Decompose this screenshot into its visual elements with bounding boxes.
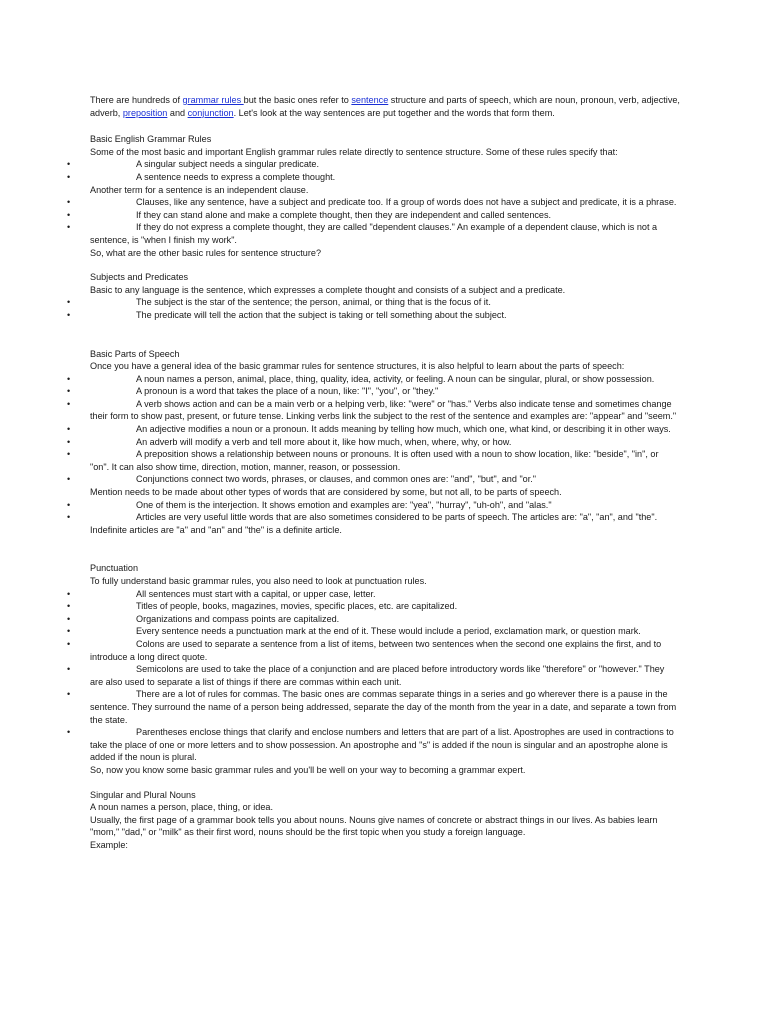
bullet-icon: • xyxy=(67,499,71,510)
section-heading: Singular and Plural Nouns xyxy=(90,789,196,800)
bullet-icon: • xyxy=(67,398,71,409)
bullet-icon: • xyxy=(67,664,71,675)
list-item: • The predicate will tell the action that the subject is taking or tell something about the subject. xyxy=(67,309,507,320)
link-grammar-rules[interactable]: grammar rules xyxy=(182,95,244,105)
bullet-icon: • xyxy=(67,159,71,170)
bullet-icon: • xyxy=(67,474,71,485)
list-item: • An adverb will modify a verb and tell more about it, like how much, when, where, why, or how. xyxy=(67,436,512,447)
list-item: • A sentence needs to express a complete thought. xyxy=(67,171,336,182)
document-body xyxy=(67,94,680,851)
list-item: • Conjunctions connect two words, phrases, or clauses, and common ones are: "and", "but", and "or." xyxy=(67,474,537,485)
paragraph: Another term for a sentence is an independent clause. xyxy=(90,184,309,195)
bullet-icon: • xyxy=(67,297,71,308)
link-preposition[interactable]: preposition xyxy=(122,107,168,118)
bullet-icon: • xyxy=(67,197,71,208)
list-item: • All sentences must start with a capital, or upper case, letter. xyxy=(67,588,376,599)
list-item: • A preposition shows a relationship between nouns or pronouns. It is often used with a noun to show location, like: "beside", "in", or "on". It can also show time, direction, motion, manner, reason, or possession. xyxy=(67,449,659,472)
list-item: • If they do not express a complete thought, they are called "dependent clauses." An example of a dependent clause, which is not a sentence, is "when I finish my work". xyxy=(67,222,658,245)
list-item: • Articles are very useful little words that are also sometimes considered to be parts of speech. The articles are: "a", "an", and "the". Indefinite articles are "a" and "an" and "the" is a definite article. xyxy=(67,512,658,535)
link-conjunction[interactable]: conjunction xyxy=(187,107,234,118)
section-heading: Basic English Grammar Rules xyxy=(90,134,212,145)
paragraph: Usually, the first page of a grammar book tells you about nouns. Nouns give names of concrete or abstract things in our lives. As babies learn "mom," "dad," or "milk" as their first word, nouns should be the first topic when you study a foreign language. xyxy=(90,814,658,838)
bullet-icon: • xyxy=(67,449,71,460)
list-item: • A pronoun is a word that takes the place of a noun, like: "I", "you", or "they." xyxy=(67,386,439,397)
bullet-icon: • xyxy=(67,424,71,435)
paragraph: Mention needs to be made about other types of words that are considered by some, but not all, to be parts of speech. xyxy=(90,487,562,498)
bullet-icon: • xyxy=(67,638,71,649)
bullet-icon: • xyxy=(67,689,71,700)
paragraph: So, now you know some basic grammar rules and you'll be well on your way to becoming a grammar expert. xyxy=(90,764,526,775)
list-item: • A verb shows action and can be a main verb or a helping verb, like: "were" or "has." Verbs also indicate tense and sometimes change their form to show past, present, or future tense. Linking verbs link the subject to the rest of the sentence and examples are: "appear" and "seem." xyxy=(67,398,677,422)
list-item: • Titles of people, books, magazines, movies, specific places, etc. are capitalized. xyxy=(67,601,458,612)
bullet-icon: • xyxy=(67,613,71,624)
paragraph: Some of the most basic and important English grammar rules relate directly to sentence structure. Some of these rules specify that: xyxy=(90,146,618,157)
intro-paragraph: There are hundreds of grammar rules but the basic ones refer to sentence structure and parts of speech, which are noun, pronoun, verb, adjective, adverb, preposition and conjunction. Let's look at the way sentences are put together and the words that form them. xyxy=(90,95,680,118)
bullet-icon: • xyxy=(67,373,71,384)
list-item: • The subject is the star of the sentence; the person, animal, or thing that is the focus of it. xyxy=(67,297,491,308)
list-item: • Organizations and compass points are capitalized. xyxy=(67,613,340,624)
paragraph: To fully understand basic grammar rules, you also need to look at punctuation rules. xyxy=(90,576,427,586)
link-sentence[interactable]: sentence xyxy=(351,95,389,105)
list-item: • One of them is the interjection. It shows emotion and examples are: "yea", "hurray", "uh-oh", and "alas." xyxy=(67,499,552,510)
section-heading: Basic Parts of Speech xyxy=(90,348,180,359)
list-item: • Semicolons are used to take the place of a conjunction and are placed before introductory words like "therefore" or "however." They are also used to separate a list of things if there are commas within each unit. xyxy=(67,664,665,687)
list-item: • A noun names a person, animal, place, thing, quality, idea, activity, or feeling. A noun can be singular, plural, or show possession. xyxy=(67,373,655,384)
list-item: • Every sentence needs a punctuation mark at the end of it. These would include a period, exclamation mark, or question mark. xyxy=(67,626,641,637)
paragraph: Basic to any language is the sentence, which expresses a complete thought and consists of a subject and a predicate. xyxy=(90,284,566,295)
paragraph: Once you have a general idea of the basic grammar rules for sentence structures, it is also helpful to learn about the parts of speech: xyxy=(90,361,625,372)
list-item: • A singular subject needs a singular predicate. xyxy=(67,159,319,170)
bullet-icon: • xyxy=(67,626,71,637)
bullet-icon: • xyxy=(67,222,71,233)
list-item: • There are a lot of rules for commas. The basic ones are commas separate things in a series and go wherever there is a pause in the sentence. They surround the name of a person being addressed, separate the day of the month from the year in a date, and separate a town from the state. xyxy=(67,689,677,725)
section-heading: Punctuation xyxy=(90,563,139,574)
bullet-icon: • xyxy=(67,209,71,220)
bullet-icon: • xyxy=(67,436,71,447)
paragraph: So, what are the other basic rules for sentence structure? xyxy=(90,247,322,258)
list-item: • An adjective modifies a noun or a pronoun. It adds meaning by telling how much, which one, what kind, or describing it in other ways. xyxy=(67,424,671,435)
list-item: • Clauses, like any sentence, have a subject and predicate too. If a group of words does not have a subject and predicate, it is a phrase. xyxy=(67,197,677,208)
bullet-icon: • xyxy=(67,309,71,320)
bullet-icon: • xyxy=(67,727,71,738)
list-item: • If they can stand alone and make a complete thought, then they are independent and called sentences. xyxy=(67,209,552,220)
bullet-icon: • xyxy=(67,171,71,182)
paragraph: Example: xyxy=(90,839,128,850)
bullet-icon: • xyxy=(67,588,71,599)
bullet-icon: • xyxy=(67,512,71,523)
list-item: • Colons are used to separate a sentence from a list of items, between two sentences when the second one explains the first, and to introduce a long direct quote. xyxy=(67,638,662,662)
bullet-icon: • xyxy=(67,386,71,397)
list-item: • Parentheses enclose things that clarify and enclose numbers and letters that are part of a list. Apostrophes are used in contractions to take the place of one or more letters and to show possession. An apostrophe and "s" is added if the noun is singular and an apostrophe alone is added if the noun is plural. xyxy=(67,727,674,763)
bullet-icon: • xyxy=(67,601,71,612)
paragraph: A noun names a person, place, thing, or idea. xyxy=(90,802,274,813)
section-heading: Subjects and Predicates xyxy=(90,272,189,283)
